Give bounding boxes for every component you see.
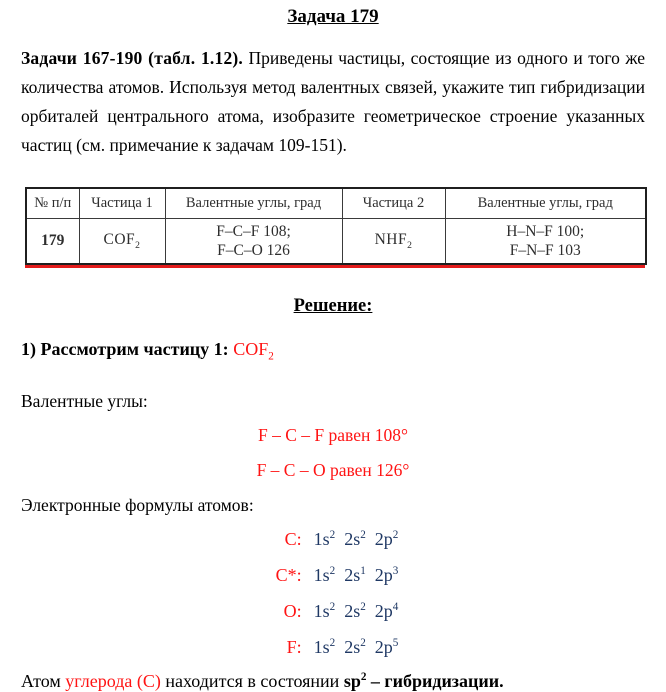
problem-statement-lead: Задачи 167-190 (табл. 1.12). <box>21 48 243 68</box>
element-label-O: O: <box>283 600 302 621</box>
element-label-F: F: <box>286 636 302 657</box>
valence-angles-label: Валентные углы: <box>21 390 148 411</box>
cell-particle1 <box>79 219 165 265</box>
electron-formulas-label: Электронные формулы атомов: <box>21 494 254 515</box>
table-row <box>26 219 646 265</box>
electron-configuration-F: $1s^2$ $2s^2$ $2p^5$ <box>313 636 399 657</box>
particle2-formula: NHF <box>374 230 408 248</box>
page-title <box>21 6 645 28</box>
electron-formula-F <box>21 631 645 659</box>
angles2-line1: H–N–F 100; <box>506 223 585 240</box>
solution-step1 <box>21 338 645 368</box>
element-label-C: C: <box>284 528 302 549</box>
table-header-angles2: Валентные углы, град <box>445 188 646 219</box>
problem-statement-body: Приведены частицы, состоящие из одного и того же количества атомов. Используя метод валентных связей, укажите тип гибридизации орбиталей центрального атома, изобразите геометрическое строение указанных частиц (см. примечание к задачам 109-151). <box>21 48 645 155</box>
particle1-formula: COF <box>103 230 136 248</box>
conclusion-text-2: находится в состоянии <box>160 670 344 691</box>
electron-formula-C <box>21 523 645 551</box>
table-header-particle1: Частица 1 <box>79 188 165 219</box>
problem-statement <box>21 44 645 160</box>
problem-table <box>25 187 647 265</box>
page-title-text: Задача 179 <box>287 6 379 27</box>
conclusion-line <box>21 666 645 692</box>
problem-table-wrapper <box>25 187 645 268</box>
solution-heading <box>21 295 645 317</box>
table-header-angles1: Валентные углы, град <box>165 188 342 219</box>
conclusion-hybridization-sp: $sp^2$ <box>343 670 367 691</box>
angle-line-1: F – C – F равен 108° <box>258 424 408 445</box>
table-header-particle2: Частица 2 <box>342 188 445 219</box>
step1-formula-base: COF <box>233 339 269 359</box>
cell-angles1 <box>165 219 342 265</box>
conclusion-hybridization-text: – гибридизации. <box>366 670 504 691</box>
electron-configuration-C: $1s^2$ $2s^2$ $2p^2$ <box>313 528 399 549</box>
electron-formula-O <box>21 595 645 623</box>
table-header-row <box>26 188 646 219</box>
step1-label: 1) Рассмотрим частицу 1: <box>21 339 234 359</box>
angles1-line1: F–C–F 108; <box>216 223 291 240</box>
angle-line-2: F – C – O равен 126° <box>256 459 410 480</box>
conclusion-text-1: Атом <box>21 670 66 691</box>
particle1-subscript: 2 <box>135 240 141 252</box>
conclusion-red-part: углерода (С) <box>65 670 161 691</box>
particle2-subscript: 2 <box>407 240 413 252</box>
electron-formula-C-excited <box>21 559 645 587</box>
angles2-line2: F–N–F 103 <box>509 242 581 259</box>
electron-configuration-C-excited: $1s^2$ $2s^1$ $2p^3$ <box>313 564 399 585</box>
cell-particle2 <box>342 219 445 265</box>
cell-angles2 <box>445 219 646 265</box>
solution-heading-text: Решение: <box>293 296 373 316</box>
electron-configuration-O: $1s^2$ $2s^2$ $2p^4$ <box>313 600 399 621</box>
step1-formula-subscript: 2 <box>268 350 274 363</box>
cell-task-number: 179 <box>26 219 79 265</box>
angles1-line2: F–C–O 126 <box>217 242 290 259</box>
step1-formula <box>233 339 274 363</box>
element-label-C-excited: C*: <box>275 564 302 585</box>
table-header-number: № п/п <box>26 188 79 219</box>
